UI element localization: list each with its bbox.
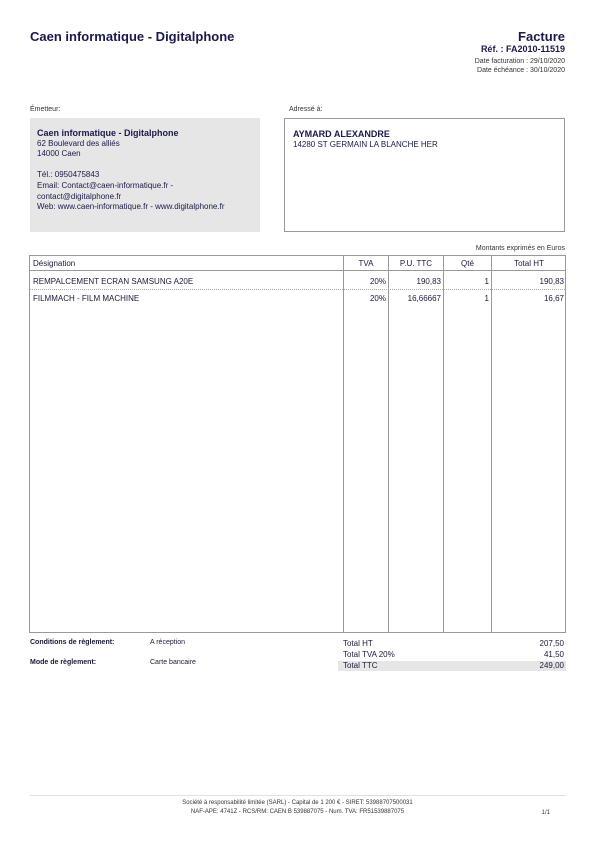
column-divider: [491, 256, 492, 632]
emitter-box: [30, 118, 260, 232]
document-type: Facture: [518, 29, 565, 44]
column-divider: [388, 256, 389, 632]
emitter-address-line2: 14000 Caen: [37, 149, 81, 159]
row-designation: FILMMACH - FILM MACHINE: [33, 294, 140, 303]
page-number: 1/1: [541, 810, 550, 816]
row-unit-price: 16,66667: [407, 294, 441, 303]
items-table: [29, 255, 566, 633]
row-tva: 20%: [369, 294, 386, 303]
invoice-reference: Réf. : FA2010-11519: [480, 44, 565, 54]
header-tva: TVA: [358, 259, 374, 268]
emitter-phone: Tél.: 0950475843: [37, 170, 100, 180]
total-tva-value: 41,50: [543, 650, 564, 659]
row-quantity: 1: [484, 277, 489, 286]
recipient-box: [284, 118, 565, 232]
header-designation: Désignation: [33, 259, 76, 268]
row-unit-price: 190,83: [416, 277, 441, 286]
recipient-address: 14280 ST GERMAIN LA BLANCHE HER: [293, 139, 438, 149]
header-quantity: Qté: [461, 259, 474, 268]
payment-mode-value: Carte bancaire: [150, 659, 196, 666]
row-total: 16,67: [543, 294, 564, 303]
emitter-email-line2: contact@digitalphone.fr: [37, 191, 122, 201]
row-designation: REMPALCEMENT ECRAN SAMSUNG A20E: [33, 277, 194, 286]
total-ttc-label: Total TTC: [343, 661, 378, 670]
header-unit-price: P.U. TTC: [399, 259, 433, 268]
total-ttc-row: [338, 661, 566, 671]
total-ht-label: Total HT: [343, 639, 373, 648]
emitter-name: Caen informatique - Digitalphone: [37, 128, 179, 138]
row-divider: [30, 289, 565, 290]
emitter-email-line1: Email: Contact@caen-informatique.fr -: [37, 180, 174, 190]
payment-terms-value: A réception: [150, 639, 186, 646]
recipient-label: Adressé à:: [289, 106, 323, 113]
due-date: Date échéance : 30/10/2020: [477, 67, 565, 74]
header-divider: [30, 270, 565, 271]
footer-legal-line2: NAF-APE: 4741Z - RCS/RM: CAEN B 539887075 - Num. TVA: FR51539887075: [190, 809, 405, 815]
total-tva-row: [338, 650, 566, 660]
total-tva-label: Total TVA 20%: [343, 650, 395, 659]
header-total: Total HT: [514, 259, 544, 268]
column-divider: [443, 256, 444, 632]
row-total: 190,83: [539, 277, 564, 286]
company-title: Caen informatique - Digitalphone: [30, 29, 235, 44]
row-quantity: 1: [484, 294, 489, 303]
emitter-label: Émetteur:: [30, 106, 61, 113]
invoice-date: Date facturation : 29/10/2020: [474, 58, 565, 65]
total-ht-row: [338, 639, 566, 649]
emitter-web: Web: www.caen-informatique.fr - www.digitalphone.fr: [37, 202, 225, 212]
footer-legal-line1: Société à responsabilité limitée (SARL) - Capital de 1 200 € - SIRET: 53988707500031: [182, 800, 413, 806]
total-ht-value: 207,50: [539, 639, 564, 648]
column-divider: [343, 256, 344, 632]
payment-terms-label: Conditions de règlement:: [30, 639, 115, 646]
emitter-address-line1: 62 Boulevard des alliés: [37, 138, 120, 148]
row-tva: 20%: [369, 277, 386, 286]
recipient-name: AYMARD ALEXANDRE: [293, 129, 390, 139]
currency-note: Montants exprimés en Euros: [475, 245, 565, 252]
payment-mode-label: Mode de règlement:: [30, 659, 97, 666]
total-ttc-value: 249,00: [539, 661, 564, 670]
footer-divider: [30, 795, 566, 796]
invoice-dates: [475, 57, 565, 75]
